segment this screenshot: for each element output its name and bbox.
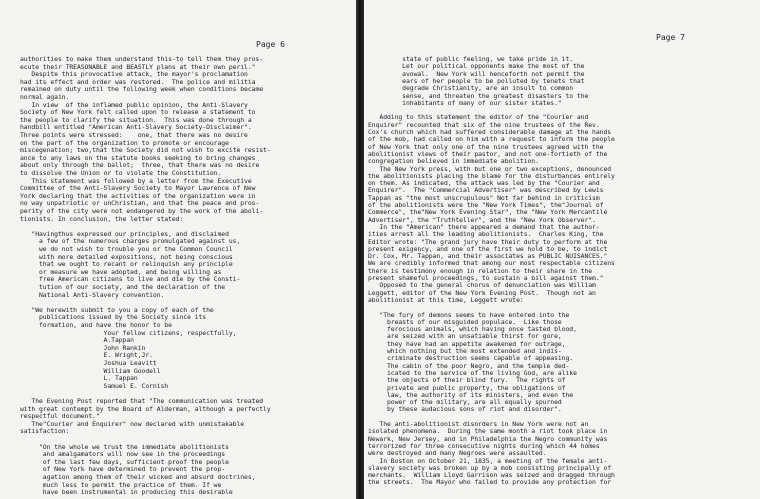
- text-line: Samuel E. Cornish: [20, 381, 169, 390]
- right-page: [364, 0, 760, 499]
- text-line: The cabin of the poor Negro, and the temple ded-: [368, 361, 570, 370]
- text-line: Let our political opponents make the most of the: [368, 62, 585, 71]
- text-line: Tappan as "the most unscrupulous" Not far behind in criticism: [368, 193, 600, 202]
- text-line: Society of New York felt called upon to release a statement to: [20, 108, 256, 117]
- text-line: We are credibly informed that among our most respectable citizens: [368, 259, 615, 268]
- text-line: merchants. William Lloyd Garrison was seized and dragged through: [368, 471, 615, 480]
- text-line: the objects of their blind fury. The rights of: [368, 376, 566, 385]
- text-line: John Rankin: [20, 343, 146, 352]
- text-line: a few of the numerous charges promulgated against us,: [20, 237, 241, 246]
- text-line: much less to permit the practice of them. If we: [20, 480, 222, 489]
- text-line: Advertiser", the "Truthteller", and the "New York Observer".: [368, 215, 596, 224]
- text-line: the people to clarify the situation. This was done through a: [20, 115, 252, 124]
- text-line: Newark, New Jersey, and in Philadelphia the Negro community was: [368, 434, 608, 443]
- text-line: miscegenation; two,that the Society did not wish to excite resist-: [20, 146, 271, 155]
- text-line: of the abolitionists were the "New York Times", the"Journal of: [368, 201, 604, 209]
- text-line: In view of the inflamed public opinion, the Anti-Slavery: [20, 100, 248, 109]
- text-line: remained on duty until the following week when conditions became: [20, 85, 264, 94]
- text-line: private and public property, the obligations of: [368, 383, 566, 392]
- text-line: slavery society was broken up by a mob consisting principally of: [368, 463, 612, 472]
- text-line: authorities to make them understand this-to tell them they pros-: [20, 55, 264, 63]
- text-line: The"Courier and Enquirer" now declared with unmistakable: [20, 419, 245, 428]
- text-line: about only through the ballot; three, that there was no desire: [20, 161, 260, 170]
- text-line: Leggett, editor of the New York Evening Post. Though not an: [368, 288, 596, 297]
- text-line: ecute their TREASONABLE and BEASTLY plans at their own peril.": [20, 62, 256, 71]
- text-line: Dr. Cox, Mr. Tappan, and their associates as PUBLIC NUISANCES.": [368, 252, 608, 261]
- text-line: perity of the city were not endangered by the work of the aboli-: [20, 207, 264, 215]
- text-line: sense, and threaten the greatest disasters to the: [368, 91, 589, 100]
- text-line: Adding to this statement the editor of the "Courier and: [368, 113, 589, 122]
- text-line: on them. As indicated, the attack was led by the "Courier and: [368, 179, 600, 188]
- text-line: of the mob, had called on him with a request to inform the people: [368, 135, 615, 144]
- text-line: formation, and have the honor to be: [20, 321, 172, 329]
- text-line: Enquirer". The "Commercial Advertiser" was described by Lewis: [368, 186, 604, 195]
- text-line: "We herewith submit to you a copy of each of the: [20, 305, 214, 314]
- text-line: "On the whole we trust the immediate abolitionists: [20, 442, 229, 451]
- text-line: avowal. New York will henceforth not permit the: [368, 69, 585, 78]
- text-line: agation among them of their wicked and absurd doctrines,: [20, 473, 256, 481]
- text-line: isolated phenomena. During the same month a riot took place in: [368, 427, 608, 436]
- text-line: the streets. The Mayor who failed to provide any protection for: [368, 478, 612, 487]
- text-line: degrade Christianity, are an insult to common: [368, 84, 574, 93]
- text-line: had its effect and order was restored. The police and militia: [20, 77, 256, 86]
- text-line: and amalgamators will now see in the proceedings: [20, 450, 226, 459]
- text-line: with more detailed expositions, not being conscious: [20, 252, 233, 261]
- text-line: of the last few days, sufficient proof the people: [20, 457, 229, 466]
- text-line: icated to the service of the living God, are alike: [368, 368, 577, 377]
- text-line: state of public feeling, we take pride in it.: [368, 55, 574, 63]
- text-line: E. Wright,Jr.: [20, 351, 153, 360]
- text-line: Opposed to the general chorus of denunciation was William: [368, 281, 596, 290]
- text-line: respectful document.": [20, 412, 100, 421]
- text-line: present shameful proceedings, to sustain a bill against them.": [368, 274, 604, 282]
- text-line: Committee of the Anti-Slavery Society to Mayor Lawrence of New: [20, 184, 256, 193]
- text-line: which nothing but the most extended and indis-: [368, 347, 562, 355]
- text-line: no way unpatriotic or unChristian, and that the peace and pros-: [20, 199, 260, 208]
- text-line: on the part of the organization to promote or encourage: [20, 138, 229, 147]
- text-line: handbill entitled "American Anti-Slavery Society-Disclaimer".: [20, 123, 252, 132]
- text-line: abolitionist views of their pastor, and not one-fortieth of the: [368, 149, 608, 158]
- text-line: ance to any laws on the statute books seeking to bring changes: [20, 153, 256, 162]
- text-line: terrorized for three consecutive nights during which 44 homes: [368, 441, 600, 450]
- text-line: abolitionist at this time, Leggett wrote:: [368, 295, 524, 304]
- text-line: or measure we have adopted, and being willing as: [20, 267, 222, 276]
- text-line: by these audacious sons of riot and disorder".: [368, 405, 562, 414]
- text-line: satisfaction:: [20, 427, 70, 436]
- page-number: Page 6: [256, 40, 285, 49]
- text-line: were destroyed and many Negroes were assaulted.: [368, 449, 547, 458]
- text-line: present exigency, and one of the first we hold to be, to indict: [368, 244, 608, 253]
- text-line: In the "American" there appeared a demand that the author-: [368, 222, 600, 231]
- text-line: The anti-abolitionist disorders in New York were not an: [368, 420, 589, 428]
- text-line: Editor wrote: "The grand jury have their duty to perform at the: [368, 237, 608, 246]
- text-line: In Boston on October 21, 1835, a meeting of the female anti-: [368, 456, 608, 465]
- text-line: we do not wish to trouble you or the Common Council: [20, 245, 233, 253]
- text-line: power of the military, are all equally spurned: [368, 398, 562, 407]
- text-line: Despite this provocative attack, the mayor's proclamation: [20, 70, 248, 79]
- text-line: "Havingthus expressed our principles, and disclaimed: [20, 229, 229, 238]
- text-line: National Anti-Slavery convention.: [20, 290, 165, 299]
- text-line: that we ought to recant or relinquish any principle: [20, 260, 233, 269]
- text-line: there is testimony enough in relation to their share in the: [368, 266, 593, 275]
- text-line: they have had an appetite awakened for outrage,: [368, 339, 566, 348]
- text-line: free American citizens to live and die by the Consti-: [20, 275, 241, 284]
- text-line: L. Tappan: [20, 374, 138, 383]
- text-line: normal again.: [20, 93, 70, 101]
- text-line: congregation believed in immediate abolition.: [368, 157, 539, 166]
- text-line: Three points were stressed: one, that there was no desire: [20, 131, 248, 139]
- text-line: The New York press, with but one or two exceptions, denounced: [368, 164, 612, 173]
- text-line: Your fellow citizens, respectfully,: [20, 328, 237, 337]
- text-line: William Goodell: [20, 366, 161, 375]
- text-line: The Evening Post reported that "The communication was treated: [20, 397, 264, 405]
- text-line: the abolitionists placing the blame for the disturbances entirely: [368, 171, 615, 180]
- text-line: ities arrest all the leading abolitionists. Charles King, the: [368, 230, 604, 239]
- text-line: have been instrumental in producing this desirable: [20, 488, 233, 497]
- text-line: publications issued by the Society since its: [20, 313, 207, 322]
- book-spine: [356, 0, 364, 499]
- text-line: tionists. In conclusion, the letter stated:: [20, 214, 184, 223]
- text-line: to dissolve the Union or to violate the Constitution.: [20, 169, 222, 177]
- text-line: This statement was followed by a letter from the Executive: [20, 176, 252, 185]
- text-line: of New York have determined to prevent the prop-: [20, 465, 226, 474]
- text-line: A.Tappan: [20, 336, 134, 345]
- page-number: Page 7: [656, 33, 685, 42]
- left-page: [0, 0, 356, 499]
- text-line: Joshua Leavitt: [20, 359, 157, 367]
- text-line: ferocious animals, which having once tasted blood,: [368, 325, 577, 334]
- text-line: York declaring that the activities of the organization were in: [20, 191, 256, 200]
- text-line: inhabitants of many of our sister states.": [368, 98, 562, 107]
- text-line: law, the authority of its ministers, and even the: [368, 390, 574, 399]
- text-line: Enquirer" recounted that six of the nine trustees of the Rev.: [368, 120, 600, 129]
- text-line: "The fury of demons seems to have entered into the: [368, 310, 570, 319]
- text-line: with great contempt by the Board of Alderman, although a perfectly: [20, 404, 271, 413]
- text-line: of New York that only one of the nine trustees agreed with the: [368, 142, 604, 151]
- text-line: ears of her people to be polluted by tenets that: [368, 76, 585, 85]
- text-line: tution of our society, and the declaration of the: [20, 283, 226, 291]
- text-line: Cox's church which had suffered considerable damage at the hands: [368, 128, 612, 136]
- text-line: breasts of our misguided populace. Like those: [368, 317, 562, 326]
- text-line: are seized with an unsatiable thirst for gore,: [368, 332, 562, 341]
- text-line: criminate destruction seems capable of appeasing.: [368, 354, 574, 363]
- text-line: Commerce", the"New York Evening Star", the "New York Mercantile: [368, 208, 608, 217]
